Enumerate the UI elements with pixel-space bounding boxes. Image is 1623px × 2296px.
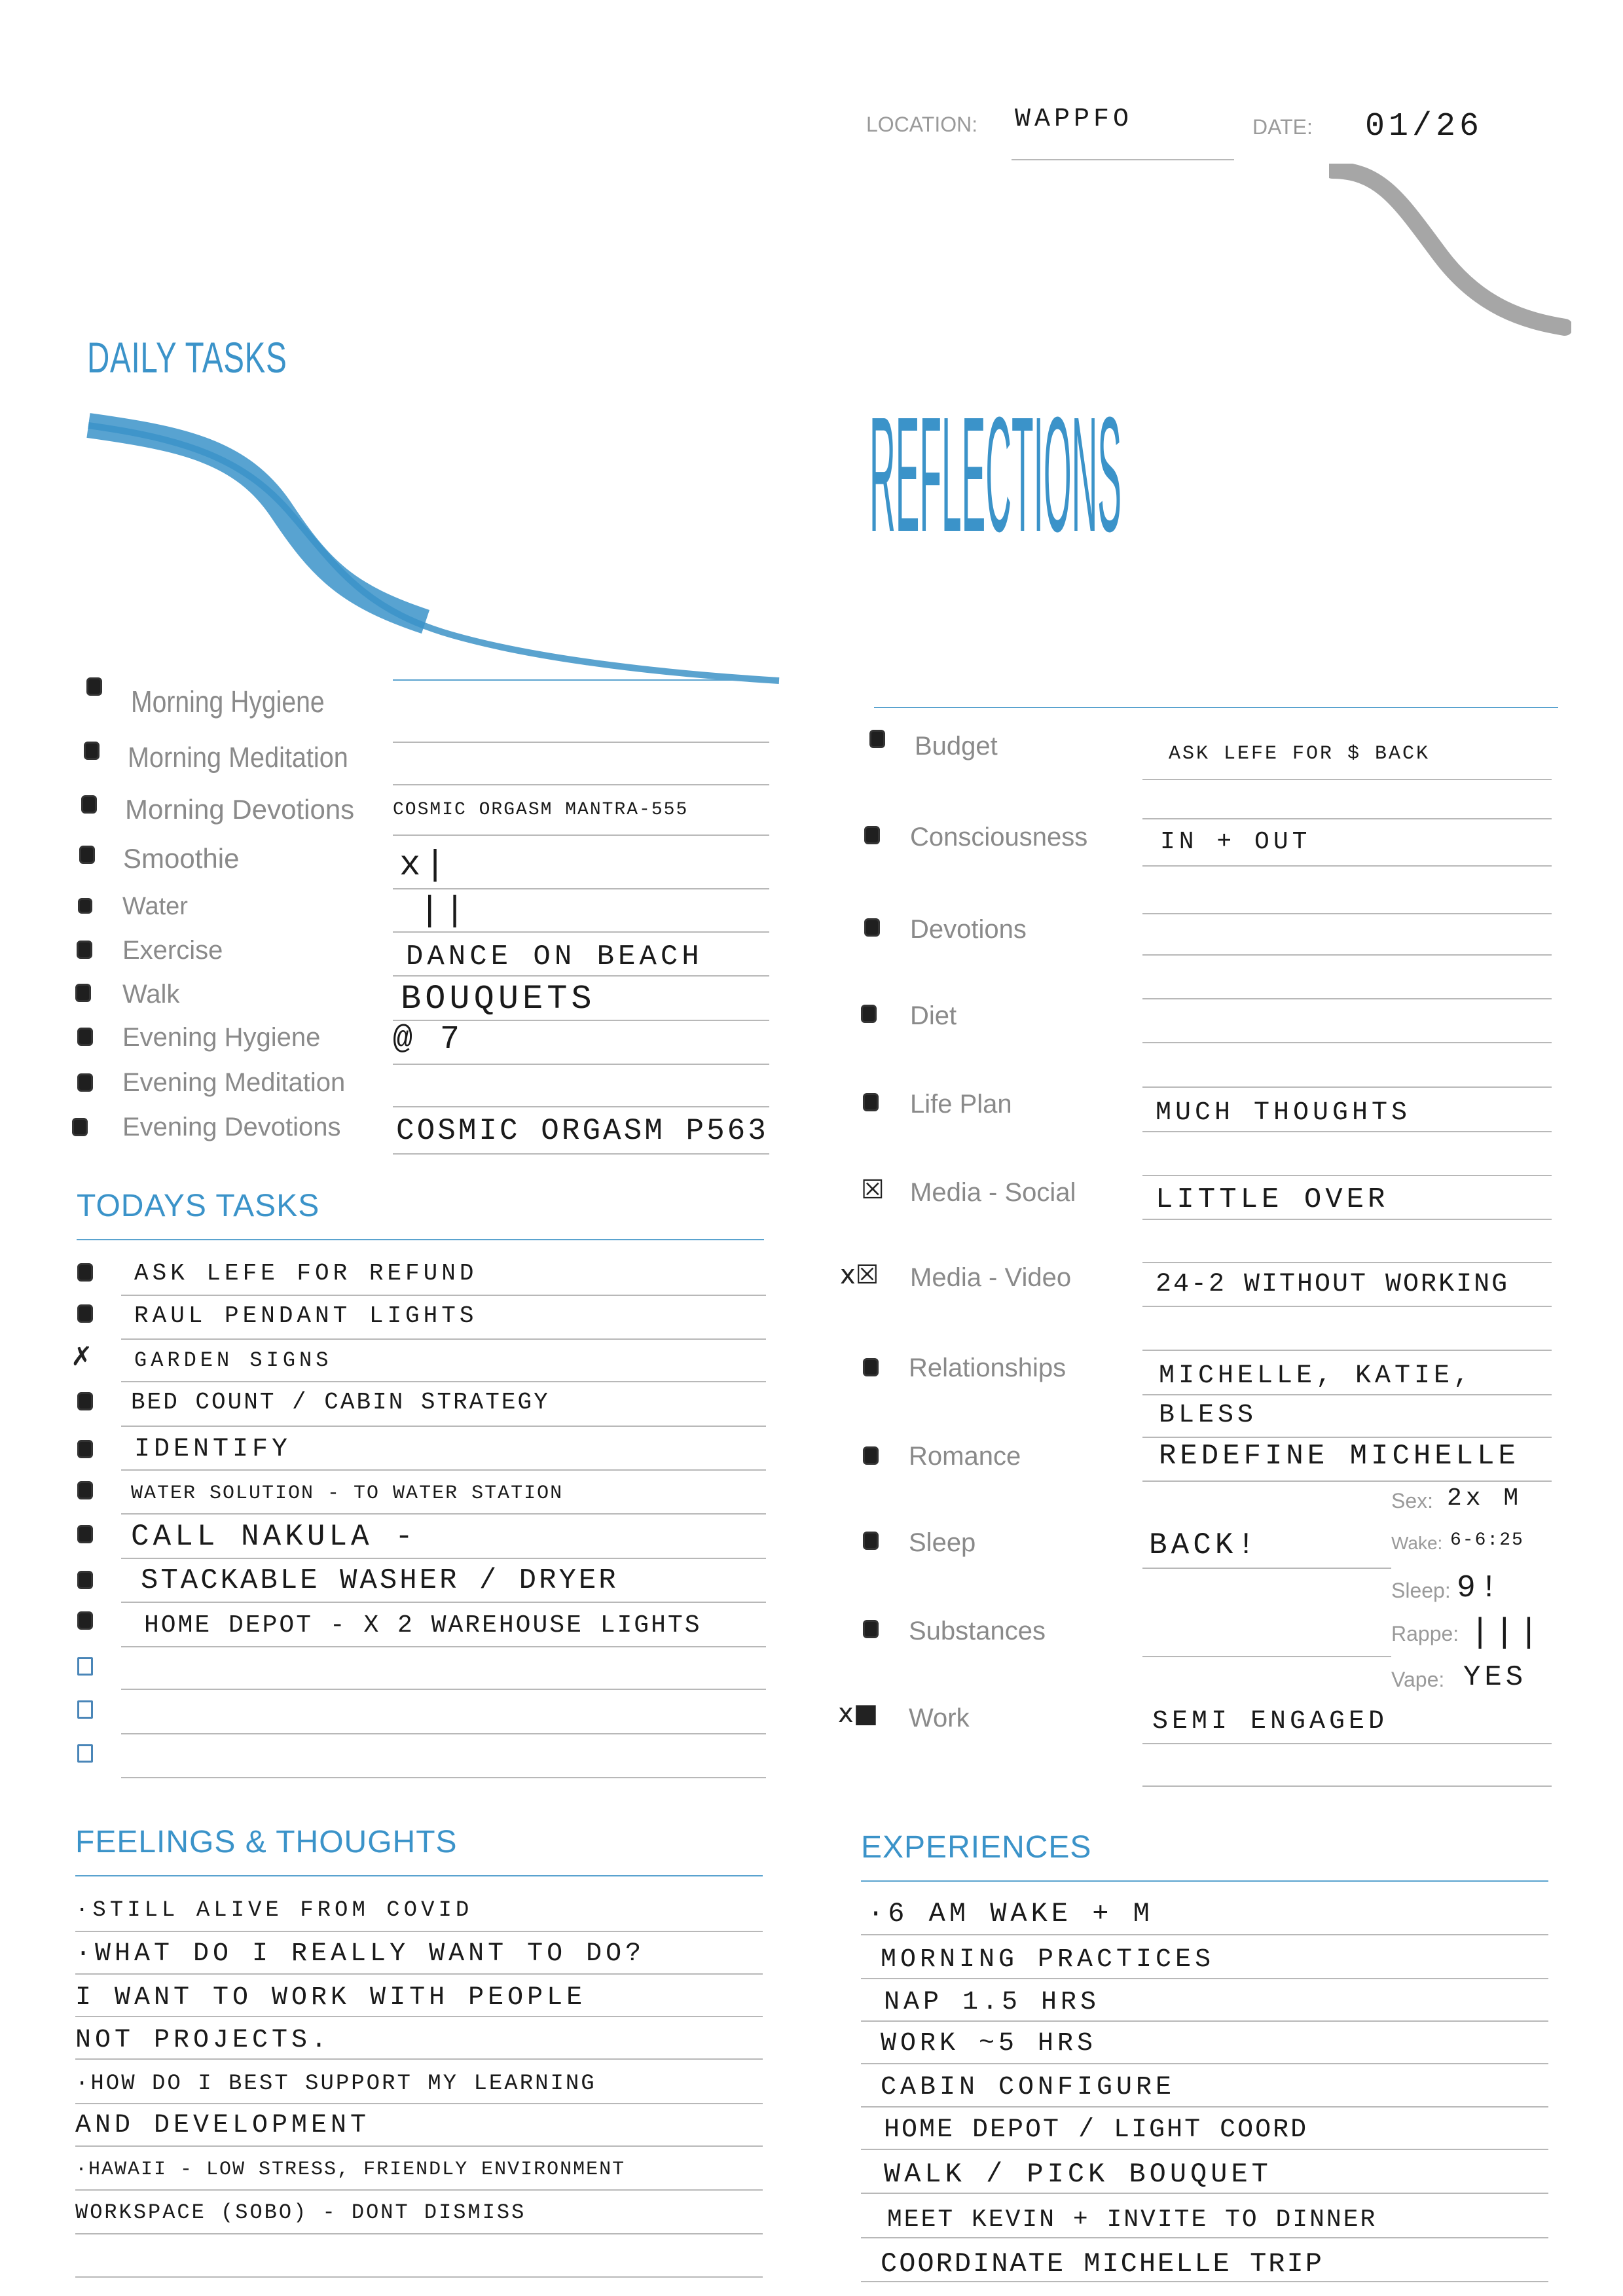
reflection-line: [1142, 1086, 1552, 1088]
daily-task-value: BOUQUETS: [401, 980, 596, 1018]
stat-value-sex: 2x M: [1447, 1484, 1523, 1513]
daily-task-value: ||: [419, 891, 469, 931]
daily-task-label: Morning Devotions: [125, 794, 355, 825]
task-text: WATER SOLUTION - TO WATER STATION: [131, 1482, 564, 1505]
stat-label-wake: Wake:: [1391, 1533, 1443, 1553]
daily-task-line: [393, 975, 769, 977]
experience-rule: [861, 2063, 1548, 2064]
checkbox-water[interactable]: [78, 898, 92, 914]
reflection-line: [1142, 1480, 1552, 1482]
experience-rule: [861, 2149, 1548, 2150]
task-text: RAUL PENDANT LIGHTS: [134, 1302, 478, 1329]
reflection-line: [1142, 1175, 1552, 1176]
checkbox-morning-hygiene[interactable]: [86, 677, 102, 696]
reflection-label: Sleep: [909, 1528, 976, 1557]
task-line: [121, 1733, 766, 1734]
task-line: [121, 1295, 766, 1296]
reflection-value-2: BLESS: [1159, 1401, 1258, 1430]
reflection-label: Devotions: [910, 915, 1027, 944]
todays-tasks-title: TODAYS TASKS: [77, 1189, 320, 1223]
feelings-rule: [75, 2189, 763, 2191]
task-line: [121, 1513, 766, 1515]
reflection-line: [1142, 779, 1552, 780]
reflection-value: IN + OUT: [1160, 828, 1311, 856]
experience-line: WALK / PICK BOUQUET: [884, 2159, 1272, 2190]
experience-rule: [861, 2106, 1548, 2108]
feelings-line: ·STILL ALIVE FROM COVID: [75, 1898, 473, 1923]
task-checkbox[interactable]: [77, 1657, 93, 1676]
experience-line: NAP 1.5 HRS: [884, 1988, 1101, 2017]
reflection-mark[interactable]: [863, 1620, 879, 1638]
reflection-mark[interactable]: [869, 730, 885, 748]
daily-task-value: COSMIC ORGASM MANTRA-555: [393, 800, 689, 820]
task-checkbox[interactable]: [77, 1525, 93, 1543]
task-checkbox[interactable]: [77, 1611, 93, 1630]
task-text: CALL NAKULA -: [131, 1520, 417, 1554]
reflection-crossed-mark[interactable]: x■: [838, 1698, 879, 1729]
feelings-rule: [75, 1931, 763, 1932]
stat-label-sleep: Sleep:: [1391, 1579, 1451, 1602]
reflection-mark[interactable]: [861, 1005, 877, 1023]
task-line: [121, 1602, 766, 1603]
feelings-line: I WANT TO WORK WITH PEOPLE: [75, 1983, 587, 2013]
task-checkbox[interactable]: [77, 1440, 93, 1458]
reflection-line: [1142, 954, 1552, 956]
experience-line: ·6 AM WAKE + M: [867, 1898, 1154, 1929]
reflection-mark[interactable]: [863, 1358, 879, 1376]
location-value: WAPPFO: [1015, 105, 1133, 134]
reflection-mark[interactable]: [863, 1532, 879, 1550]
task-checkbox[interactable]: [77, 1263, 93, 1282]
task-text: STACKABLE WASHER / DRYER: [141, 1564, 619, 1597]
feelings-rule: [75, 2276, 763, 2278]
reflection-value: LITTLE OVER: [1156, 1183, 1389, 1216]
task-text: BED COUNT / CABIN STRATEGY: [131, 1389, 550, 1416]
daily-tasks-title: DAILY TASKS: [87, 333, 287, 382]
daily-task-label: Evening Hygiene: [122, 1023, 321, 1052]
task-text: ASK LEFE FOR REFUND: [134, 1260, 478, 1287]
reflection-line: [1142, 1568, 1391, 1569]
checkbox-exercise[interactable]: [77, 941, 92, 959]
location-label: LOCATION:: [866, 113, 978, 136]
feelings-line: WORKSPACE (SOBO) - DONT DISMISS: [75, 2200, 526, 2225]
daily-task-line: [393, 1064, 769, 1065]
daily-task-label: Morning Hygiene: [131, 685, 325, 719]
daily-task-line: [393, 784, 769, 785]
reflections-divider: [874, 707, 1558, 708]
reflection-line: [1142, 1785, 1552, 1787]
reflection-crossed-mark[interactable]: ☒: [861, 1175, 884, 1205]
stat-label-vape: Vape:: [1391, 1668, 1445, 1691]
feelings-rule: [75, 2233, 763, 2234]
experiences-divider: [861, 1880, 1548, 1882]
task-line: [121, 1558, 766, 1559]
task-text: IDENTIFY: [134, 1435, 292, 1464]
stat-value-rappe: |||: [1470, 1613, 1543, 1652]
reflection-value: MICHELLE, KATIE,: [1159, 1361, 1474, 1391]
task-crossed-mark[interactable]: ✗: [71, 1342, 93, 1372]
reflection-label: Consciousness: [910, 823, 1088, 852]
reflection-mark[interactable]: [864, 826, 880, 844]
daily-task-line: [393, 1153, 769, 1155]
reflection-line: [1142, 1350, 1552, 1351]
location-underline: [1012, 159, 1234, 160]
reflection-line: [1142, 1437, 1552, 1438]
daily-task-value: @ 7: [393, 1021, 464, 1058]
feelings-rule: [75, 2145, 763, 2147]
reflection-label: Relationships: [909, 1354, 1067, 1382]
reflection-value: MUCH THOUGHTS: [1156, 1098, 1412, 1128]
stat-label-sex: Sex:: [1391, 1489, 1434, 1513]
experience-line: CABIN CONFIGURE: [881, 2073, 1176, 2102]
date-swoosh-decoration: [1329, 164, 1571, 340]
reflections-title: REFLECTIONS: [869, 383, 1122, 565]
experience-rule: [861, 2281, 1548, 2282]
checkbox-evening-meditation[interactable]: [77, 1073, 93, 1092]
todays-tasks-divider: [77, 1239, 764, 1240]
reflection-mark[interactable]: [863, 1446, 879, 1465]
checkbox-walk[interactable]: [75, 984, 91, 1002]
reflection-line: [1142, 1131, 1552, 1132]
reflection-label: Budget: [915, 732, 998, 761]
date-label: DATE:: [1252, 115, 1313, 139]
feelings-line: ·HOW DO I BEST SUPPORT MY LEARNING: [75, 2072, 596, 2096]
task-checkbox[interactable]: [77, 1481, 93, 1499]
reflection-value: BACK!: [1149, 1528, 1260, 1562]
feelings-divider: [75, 1875, 763, 1876]
daily-tasks-divider: [393, 679, 776, 681]
reflection-value: SEMI ENGAGED: [1152, 1707, 1389, 1736]
reflection-line: [1142, 818, 1552, 819]
stat-label-rappe: Rappe:: [1391, 1622, 1459, 1645]
reflection-line: [1142, 1219, 1552, 1220]
reflection-value: ASK LEFE FOR $ BACK: [1169, 743, 1431, 765]
daily-task-line: [393, 931, 769, 933]
feelings-rule: [75, 1973, 763, 1975]
experiences-title: EXPERIENCES: [861, 1830, 1092, 1865]
experience-line: MORNING PRACTICES: [881, 1945, 1215, 1975]
date-value: 01/26: [1365, 108, 1484, 145]
experience-rule: [861, 2020, 1548, 2022]
task-checkbox[interactable]: [77, 1392, 93, 1410]
reflection-label: Media - Video: [910, 1263, 1072, 1292]
checkbox-morning-devotions[interactable]: [81, 795, 97, 814]
daily-task-value: x|: [399, 846, 450, 886]
daily-task-value: COSMIC ORGASM P563: [396, 1114, 769, 1148]
reflection-line: [1142, 1394, 1552, 1395]
reflection-label: Substances: [909, 1617, 1046, 1645]
experience-rule: [861, 1978, 1548, 1979]
task-checkbox[interactable]: [77, 1571, 93, 1589]
feelings-rule: [75, 2103, 763, 2104]
task-checkbox[interactable]: [77, 1744, 93, 1763]
daily-task-label: Smoothie: [123, 843, 240, 874]
daily-task-line: [393, 1106, 769, 1107]
task-line: [121, 1469, 766, 1471]
daily-task-label: Water: [122, 893, 188, 920]
daily-task-line: [393, 888, 769, 889]
reflection-line: [1142, 1042, 1552, 1043]
task-checkbox[interactable]: [77, 1700, 93, 1719]
experience-line: COORDINATE MICHELLE TRIP: [881, 2248, 1324, 2280]
reflection-line: [1142, 1743, 1552, 1744]
reflection-value: REDEFINE MICHELLE: [1159, 1440, 1520, 1473]
task-checkbox[interactable]: [77, 1304, 93, 1323]
reflection-line: [1142, 998, 1552, 999]
stat-value-vape: YES: [1463, 1661, 1527, 1694]
feelings-line: NOT PROJECTS.: [75, 2026, 331, 2055]
stat-value-wake: 6-6:25: [1450, 1530, 1524, 1551]
reflection-mark[interactable]: [863, 1093, 879, 1111]
reflection-line: [1142, 913, 1552, 914]
feelings-line: ·WHAT DO I REALLY WANT TO DO?: [75, 1939, 646, 1969]
reflection-label: Diet: [910, 1001, 957, 1030]
daily-task-label: Walk: [122, 980, 180, 1009]
feelings-rule: [75, 2016, 763, 2017]
daily-task-label: Morning Meditation: [128, 742, 348, 774]
checkbox-evening-devotions[interactable]: [72, 1118, 88, 1136]
task-line: [121, 1426, 766, 1427]
daily-tasks-swoosh: [85, 412, 786, 687]
task-line: [121, 1338, 766, 1340]
daily-task-label: Evening Meditation: [122, 1068, 346, 1097]
experience-rule: [861, 2193, 1548, 2194]
checkbox-morning-meditation[interactable]: [84, 742, 100, 760]
checkbox-evening-hygiene[interactable]: [77, 1028, 93, 1046]
feelings-rule: [75, 2058, 763, 2060]
reflection-line: [1142, 1656, 1391, 1657]
daily-task-label: Evening Devotions: [122, 1113, 341, 1141]
feelings-line: ·HAWAII - LOW STRESS, FRIENDLY ENVIRONMENT: [75, 2159, 626, 2181]
experience-line: HOME DEPOT / LIGHT COORD: [884, 2115, 1309, 2145]
reflection-line: [1142, 1262, 1552, 1263]
task-text: HOME DEPOT - X 2 WAREHOUSE LIGHTS: [144, 1611, 702, 1640]
experience-rule: [861, 1934, 1548, 1935]
reflection-line: [1142, 1306, 1552, 1307]
reflection-label: Media - Social: [910, 1178, 1076, 1207]
daily-task-line: [393, 834, 769, 836]
feelings-line: AND DEVELOPMENT: [75, 2111, 371, 2140]
stat-value-sleep: 9!: [1457, 1571, 1503, 1606]
task-line: [121, 1381, 766, 1382]
experience-rule: [861, 2237, 1548, 2238]
reflection-crossed-mark[interactable]: x☒: [840, 1260, 879, 1290]
experience-line: WORK ~5 HRS: [881, 2029, 1097, 2058]
checkbox-smoothie[interactable]: [79, 846, 95, 864]
task-text: GARDEN SIGNS: [134, 1348, 333, 1372]
experience-line: MEET KEVIN + INVITE TO DINNER: [887, 2206, 1377, 2234]
task-line: [121, 1777, 766, 1778]
reflection-label: Life Plan: [910, 1090, 1012, 1119]
reflection-value: 24-2 WITHOUT WORKING: [1156, 1270, 1510, 1299]
daily-task-line: [393, 742, 769, 743]
task-line: [121, 1689, 766, 1690]
daily-task-value: DANCE ON BEACH: [406, 941, 703, 973]
daily-task-label: Exercise: [122, 936, 223, 965]
reflection-label: Work: [909, 1704, 970, 1732]
reflection-mark[interactable]: [864, 918, 880, 937]
feelings-title: FEELINGS & THOUGHTS: [75, 1825, 458, 1859]
task-line: [121, 1646, 766, 1647]
reflection-label: Romance: [909, 1442, 1021, 1471]
reflection-line: [1142, 865, 1552, 867]
